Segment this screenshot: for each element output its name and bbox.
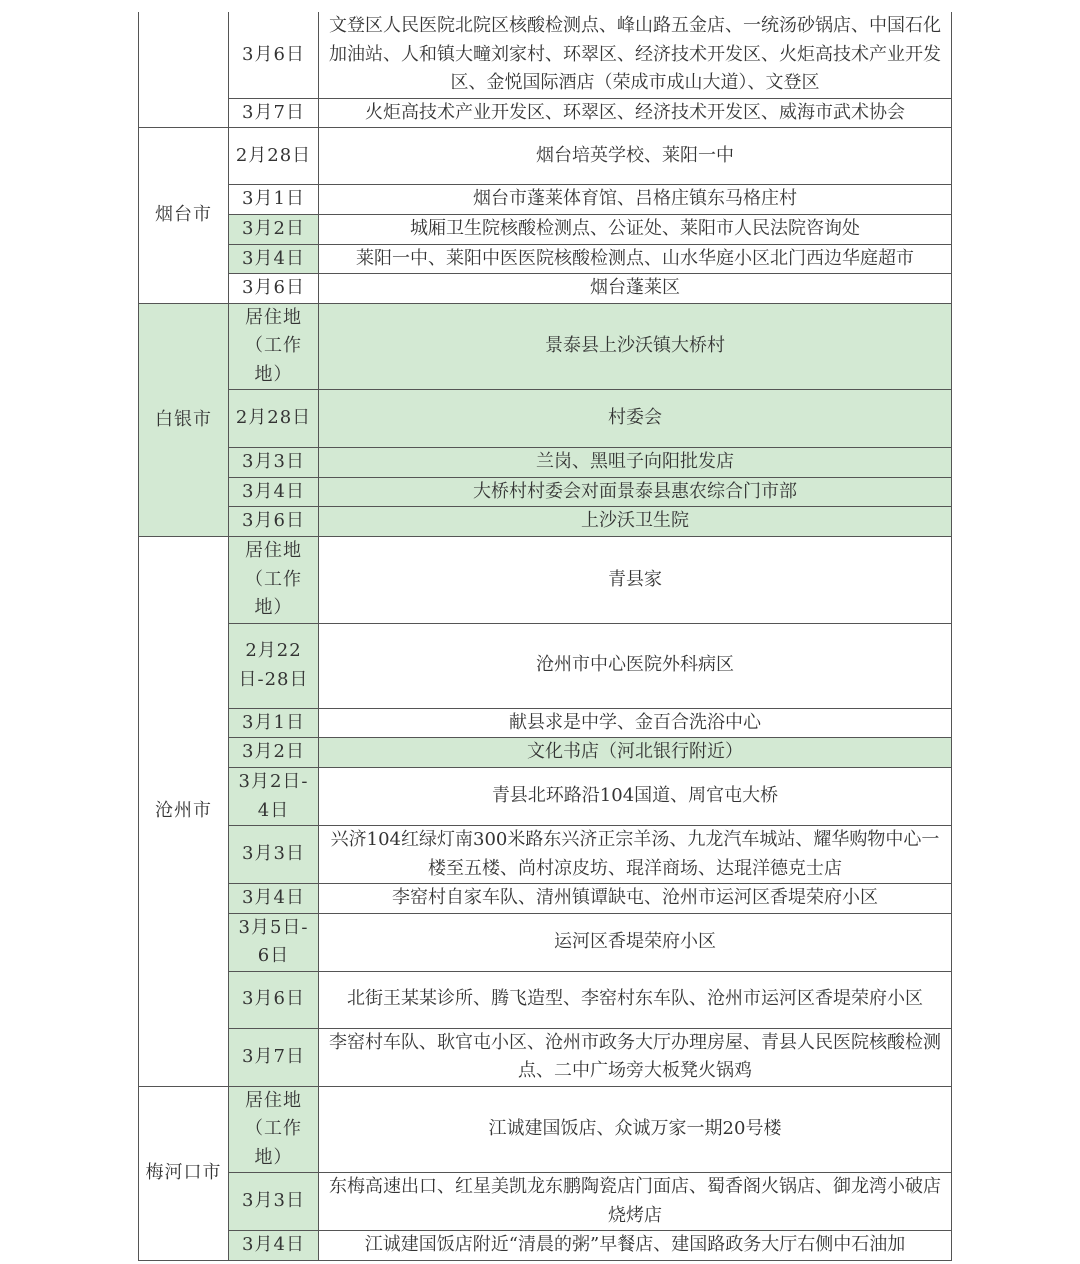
table-row <box>139 477 952 507</box>
table-row <box>139 507 952 537</box>
place-cell: 青县北环路沿104国道、周官屯大桥 <box>319 768 952 826</box>
table-row <box>139 303 952 390</box>
table-row <box>139 1231 952 1261</box>
date-cell: 3月4日 <box>229 1231 319 1261</box>
place-cell: 火炬高技术产业开发区、环翠区、经济技术开发区、威海市武术协会 <box>319 98 952 128</box>
table-row <box>139 185 952 215</box>
table-row <box>139 1173 952 1231</box>
table-row <box>139 537 952 624</box>
trace-table-body <box>139 12 952 1260</box>
date-cell: 3月2日 <box>229 214 319 244</box>
table-row <box>139 623 952 708</box>
place-cell: 上沙沃卫生院 <box>319 507 952 537</box>
date-cell: 2月22日-28日 <box>229 623 319 708</box>
date-cell: 3月6日 <box>229 274 319 304</box>
place-cell: 景泰县上沙沃镇大桥村 <box>319 303 952 390</box>
place-cell: 献县求是中学、金百合洗浴中心 <box>319 708 952 738</box>
table-row <box>139 128 952 185</box>
place-cell: 烟台培英学校、莱阳一中 <box>319 128 952 185</box>
trace-table-container <box>138 12 951 1261</box>
date-cell: 3月2日-4日 <box>229 768 319 826</box>
table-row <box>139 826 952 884</box>
table-row <box>139 1086 952 1173</box>
date-cell: 3月4日 <box>229 884 319 914</box>
date-cell: 3月3日 <box>229 1173 319 1231</box>
place-cell: 烟台蓬莱区 <box>319 274 952 304</box>
place-cell: 城厢卫生院核酸检测点、公证处、莱阳市人民法院咨询处 <box>319 214 952 244</box>
table-row <box>139 390 952 448</box>
place-cell: 文登区人民医院北院区核酸检测点、峰山路五金店、一统汤砂锅店、中国石化加油站、人和镇大疃刘家村、环翠区、经济技术开发区、火炬高技术产业开发区、金悦国际酒店（荣成市成山大道）、文登区 <box>319 12 952 98</box>
place-cell: 江诚建国饭店、众诚万家一期20号楼 <box>319 1086 952 1173</box>
place-cell: 运河区香堤荣府小区 <box>319 913 952 971</box>
date-cell: 居住地（工作地） <box>229 303 319 390</box>
date-cell: 居住地（工作地） <box>229 1086 319 1173</box>
date-cell: 3月7日 <box>229 1028 319 1086</box>
place-cell: 文化书店（河北银行附近） <box>319 738 952 768</box>
table-row <box>139 708 952 738</box>
date-cell: 3月4日 <box>229 477 319 507</box>
table-row <box>139 244 952 274</box>
table-row <box>139 448 952 478</box>
table-row <box>139 913 952 971</box>
place-cell: 村委会 <box>319 390 952 448</box>
table-row <box>139 98 952 128</box>
table-row <box>139 971 952 1028</box>
place-cell: 烟台市蓬莱体育馆、吕格庄镇东马格庄村 <box>319 185 952 215</box>
place-cell: 江诚建国饭店附近“清晨的粥”早餐店、建国路政务大厅右侧中石油加 <box>319 1231 952 1261</box>
date-cell: 3月2日 <box>229 738 319 768</box>
date-cell: 3月1日 <box>229 185 319 215</box>
city-cell <box>139 12 229 128</box>
date-cell: 3月3日 <box>229 826 319 884</box>
table-row <box>139 884 952 914</box>
table-row <box>139 1028 952 1086</box>
place-cell: 北街王某某诊所、腾飞造型、李窑村东车队、沧州市运河区香堤荣府小区 <box>319 971 952 1028</box>
date-cell: 3月4日 <box>229 244 319 274</box>
city-cell: 白银市 <box>139 303 229 537</box>
place-cell: 李窑村自家车队、清州镇谭缺屯、沧州市运河区香堤荣府小区 <box>319 884 952 914</box>
date-cell: 2月28日 <box>229 128 319 185</box>
place-cell: 兴济104红绿灯南300米路东兴济正宗羊汤、九龙汽车城站、耀华购物中心一楼至五楼、尚村凉皮坊、琨洋商场、达琨洋德克士店 <box>319 826 952 884</box>
city-cell: 梅河口市 <box>139 1086 229 1260</box>
place-cell: 沧州市中心医院外科病区 <box>319 623 952 708</box>
table-row <box>139 738 952 768</box>
place-cell: 莱阳一中、莱阳中医医院核酸检测点、山水华庭小区北门西边华庭超市 <box>319 244 952 274</box>
table-row <box>139 768 952 826</box>
date-cell: 3月1日 <box>229 708 319 738</box>
city-cell: 烟台市 <box>139 128 229 304</box>
place-cell: 兰岗、黑咀子向阳批发店 <box>319 448 952 478</box>
place-cell: 青县家 <box>319 537 952 624</box>
table-row <box>139 214 952 244</box>
date-cell: 3月6日 <box>229 507 319 537</box>
date-cell: 3月6日 <box>229 12 319 98</box>
date-cell: 3月3日 <box>229 448 319 478</box>
city-cell: 沧州市 <box>139 537 229 1087</box>
activity-trace-table <box>138 12 952 1261</box>
date-cell: 居住地（工作地） <box>229 537 319 624</box>
date-cell: 3月7日 <box>229 98 319 128</box>
table-row <box>139 12 952 98</box>
place-cell: 东梅高速出口、红星美凯龙东鹏陶瓷店门面店、蜀香阁火锅店、御龙湾小破店烧烤店 <box>319 1173 952 1231</box>
date-cell: 3月6日 <box>229 971 319 1028</box>
place-cell: 大桥村村委会对面景泰县惠农综合门市部 <box>319 477 952 507</box>
date-cell: 3月5日-6日 <box>229 913 319 971</box>
place-cell: 李窑村车队、耿官屯小区、沧州市政务大厅办理房屋、青县人民医院核酸检测点、二中广场旁大板凳火锅鸡 <box>319 1028 952 1086</box>
table-row <box>139 274 952 304</box>
date-cell: 2月28日 <box>229 390 319 448</box>
